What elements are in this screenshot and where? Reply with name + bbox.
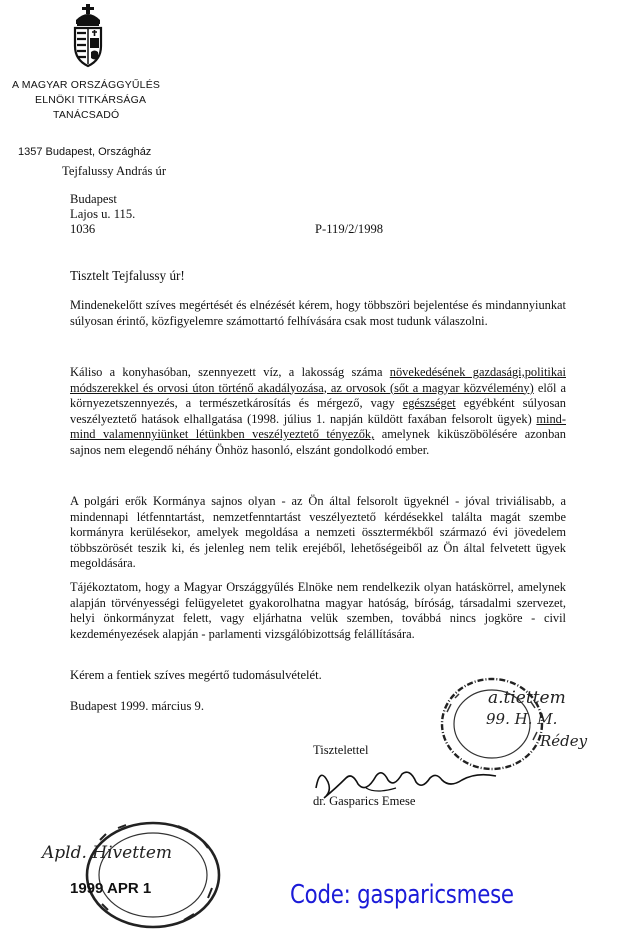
recipient-name: Tejfalussy András úr bbox=[62, 164, 167, 178]
salutation: Tisztelt Tejfalussy úr! bbox=[70, 268, 185, 283]
registry-stamp-left bbox=[78, 818, 228, 932]
letterhead-line-2: ELNÖKI TITKÁRSÁGA bbox=[35, 94, 147, 106]
closing-request: Kérem a fentiek szíves megértő tudomásulvételét. bbox=[70, 668, 322, 682]
coat-of-arms-icon bbox=[70, 2, 106, 68]
stamp-right-handwriting-2: 99. H. M. bbox=[486, 710, 558, 728]
sender-address: 1357 Budapest, Országház bbox=[18, 146, 152, 158]
paragraph-3: A polgári erők Kormánya sajnos olyan - az Ön által felsorolt ügyeknél - jóval triviálisabb, a mindennapi létfenntartást, nemzetfenntartást veszélyeztető kérdésekkel találta magát szembe kormányra kerülésekor, amelyek megoldása a nemzeti össztermékből származó évi jövedelem többszörösét teszik ki, és jelenleg nem telik erejéből, lehetőségeiből az Ön által felvetett ügyek megoldására. bbox=[70, 494, 566, 571]
stamp-left-handwriting: Apld. Hivettem bbox=[42, 843, 173, 863]
paragraph-2-underlined-1: növekedésének gazdasági,politikai módszerekkel és orvosi úton történő akadályozása, az orvosok (sőt a magyar közvélemény) bbox=[70, 365, 566, 395]
stamp-right-handwriting-3: Rédey bbox=[540, 732, 588, 750]
paragraph-2-underlined-3: mind-mind valamennyiünket létünkben veszélyeztető tényezők, bbox=[70, 411, 566, 442]
paragraph-2 bbox=[70, 365, 566, 459]
reference-number: P-119/2/1998 bbox=[315, 222, 384, 236]
date-line: Budapest 1999. március 9. bbox=[70, 699, 204, 713]
letterhead-line-1: A MAGYAR ORSZÁGGYŰLÉS bbox=[12, 79, 161, 91]
paragraph-1: Mindenekelőtt szíves megértését és elnézését kérem, hogy többszöri bejelentése és mindannyiunkat súlyosan érintő, közfigyelemre számottartó felhívására csak most tudunk válaszolni. bbox=[70, 298, 566, 328]
stamp-left-date: 1999 APR 1 bbox=[70, 880, 152, 897]
recipient-postcode: 1036 bbox=[70, 222, 96, 236]
paragraph-2-underlined-2: egészséget bbox=[402, 396, 456, 411]
code-label: Code: gasparicsmese bbox=[290, 880, 514, 910]
paragraph-4: Tájékoztatom, hogy a Magyar Országgyűlés Elnöke nem rendelkezik olyan hatáskörrel, amelynek alapján törvényességi felügyeletet gyakorolhatna magyar hatóság, bíróság, társadalmi szervezet, helyi önkormányzat felett, vagy eljárhatna velük szemben, továbbá nincs jogköre - civil kezdeményezések alapján - parlamenti vizsgálóbizottság felállítására. bbox=[70, 580, 566, 641]
recipient-street: Lajos u. 115. bbox=[70, 207, 136, 221]
signatory-name: dr. Gasparics Emese bbox=[313, 794, 416, 808]
paragraph-2-part-1: Káliso a konyhasóban, szennyezett víz, a lakosság száma bbox=[70, 365, 390, 379]
letterhead-line-3: TANÁCSADÓ bbox=[53, 109, 120, 121]
paragraph-2-part-7: amelynek kiküszöbölésére azonban sajnos nem elegendő néhány Önhöz hasonló, elszánt gondolkodó ember. bbox=[70, 427, 566, 457]
stamp-right-handwriting-1: a.tiettem bbox=[488, 688, 566, 708]
paragraph-2-part-3: elől a környezetszennyezés, a természetkárosítás és mérgező, vagy bbox=[70, 380, 566, 411]
valediction: Tisztelettel bbox=[313, 743, 369, 757]
recipient-city: Budapest bbox=[70, 192, 117, 206]
paragraph-2-part-5: egyébként súlyosan veszélyeztető hatások elhallgatása (1998. július 1. napján küldött faxában felsorolt ügyek) bbox=[70, 396, 566, 426]
